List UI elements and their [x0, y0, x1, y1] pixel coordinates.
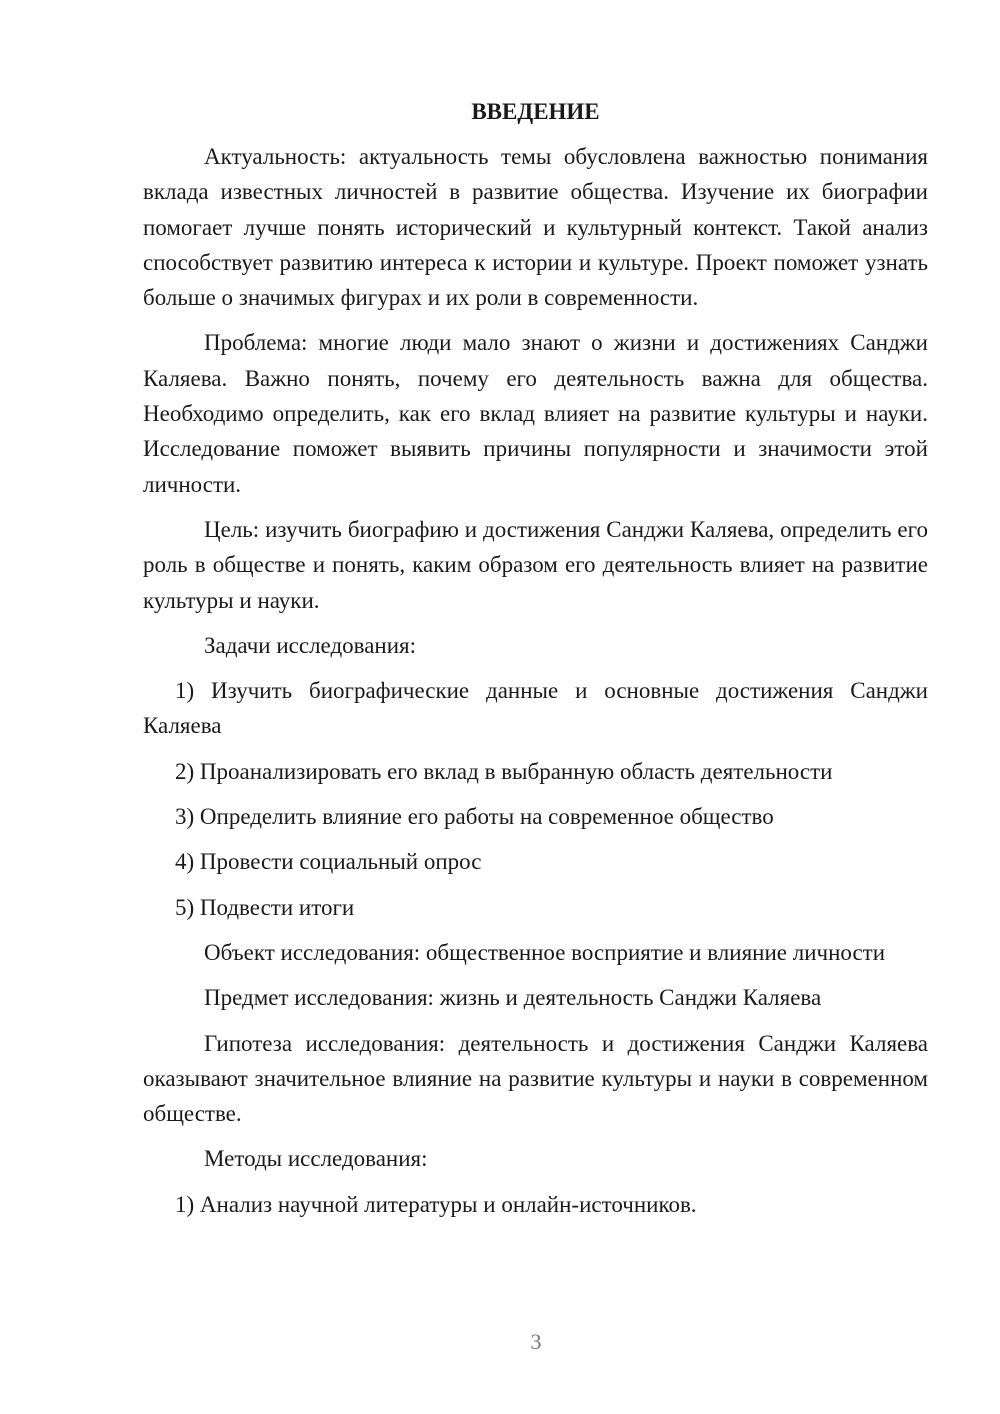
goal-paragraph: Цель: изучить биографию и достижения Санджи Каляева, определить его роль в обществе и понять, каким образом его деятельность влияет на развитие культуры и науки. — [143, 516, 928, 613]
object-paragraph: Объект исследования: общественное восприятие и влияние личности — [204, 939, 886, 965]
task-item-4: 4) Провести социальный опрос — [175, 849, 482, 875]
page-number: 3 — [530, 1329, 542, 1354]
task-item-1: 1) Изучить биографические данные и основные достижения Санджи Каляева — [143, 678, 928, 739]
tasks-heading: Задачи исследования: — [204, 632, 417, 658]
hypothesis-paragraph: Гипотеза исследования: деятельность и достижения Санджи Каляева оказывают значительное влияние на развитие культуры и науки в современном обществе. — [143, 1030, 928, 1127]
section-title: ВВЕДЕНИЕ — [471, 99, 600, 124]
task-item-3: 3) Определить влияние его работы на современное общество — [175, 804, 774, 830]
relevance-paragraph: Актуальность: актуальность темы обусловлена важностью понимания вклада известных личностей в развитие общества. Изучение их биографии помогает лучше понять исторический и культурный контекст. Такой анализ способствует развитию интереса к истории и культуре. Проект поможет узнать больше о значимых фигурах и их роли в современности. — [143, 144, 928, 311]
methods-heading: Методы исследования: — [204, 1146, 428, 1172]
subject-paragraph: Предмет исследования: жизнь и деятельность Санджи Каляева — [204, 985, 822, 1011]
problem-paragraph: Проблема: многие люди мало знают о жизни и достижениях Санджи Каляева. Важно понять, почему его деятельность важна для общества. Необходимо определить, как его вклад влияет на развитие культуры и науки. Исследование поможет выявить причины популярности и значимости этой личности. — [143, 330, 928, 497]
task-item-2: 2) Проанализировать его вклад в выбранную область деятельности — [175, 758, 833, 784]
document-body — [143, 94, 928, 1232]
method-item-1: 1) Анализ научной литературы и онлайн-источников. — [175, 1191, 697, 1217]
task-item-5: 5) Подвести итоги — [175, 894, 355, 920]
